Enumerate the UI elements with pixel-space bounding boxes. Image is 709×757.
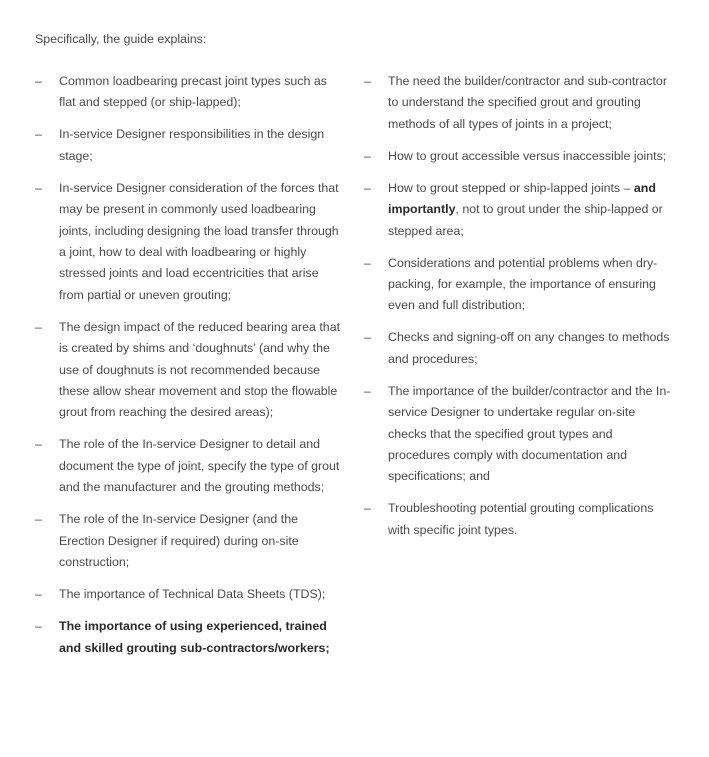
dash-bullet-icon: – — [35, 437, 42, 452]
dash-bullet-icon: – — [364, 501, 371, 516]
dash-bullet-icon: – — [364, 180, 371, 195]
dash-bullet-icon: – — [35, 127, 42, 142]
list-item-bold-text: and importantly — [388, 180, 656, 217]
right-bullet-list — [364, 71, 674, 552]
dash-bullet-icon: – — [35, 74, 42, 88]
list-item-text: The importance of the builder/contractor and the In-service Designer to undertake regular on-site checks that the specified grout types and procedures comply with documentation and specifications; and — [388, 383, 671, 484]
list-item — [364, 327, 674, 370]
dash-bullet-icon: – — [35, 180, 42, 195]
list-item-emphasized — [35, 616, 345, 659]
dash-bullet-icon: – — [364, 148, 371, 163]
list-item — [35, 178, 345, 306]
dash-bullet-icon: – — [364, 74, 371, 88]
list-item — [35, 124, 345, 167]
list-item — [364, 71, 674, 135]
list-item-text-post: , not to grout under the ship-lapped or stepped area; — [388, 202, 663, 238]
dash-bullet-icon: – — [35, 512, 42, 527]
intro-text: Specifically, the guide explains: — [35, 32, 207, 46]
list-item — [35, 434, 345, 498]
list-item-text: The role of the In-service Designer (and the Erection Designer if required) during on-site construction; — [59, 512, 299, 570]
list-item-text: The importance of Technical Data Sheets (TDS); — [59, 587, 326, 602]
dash-bullet-icon: – — [35, 587, 42, 602]
list-item — [364, 146, 674, 167]
list-item — [35, 584, 345, 605]
list-item-text-pre: How to grout stepped or ship-lapped joints – — [388, 180, 631, 195]
dash-bullet-icon: – — [364, 383, 371, 398]
dash-bullet-icon: – — [35, 619, 42, 634]
dash-bullet-icon: – — [364, 255, 371, 270]
list-item-text: The importance of using experienced, trained and skilled grouting sub-contractors/workers; — [59, 619, 330, 655]
list-item — [35, 317, 345, 424]
list-item-text: Troubleshooting potential grouting complications with specific joint types. — [388, 501, 654, 537]
list-item — [35, 509, 345, 573]
list-item — [364, 178, 674, 242]
list-item-text: In-service Designer consideration of the forces that may be present in commonly used loadbearing joints, including designing the load transfer through a joint, how to deal with loadbearing or highly stressed joints and load eccentricities that arise from partial or uneven grouting; — [59, 180, 339, 302]
list-item-text: Common loadbearing precast joint types such as flat and stepped (or ship-lapped); — [59, 74, 327, 110]
dash-bullet-icon: – — [35, 319, 42, 334]
dash-bullet-icon: – — [364, 330, 371, 345]
list-item — [364, 498, 674, 541]
list-item — [35, 71, 345, 114]
list-item — [364, 253, 674, 317]
list-item-text: In-service Designer responsibilities in the design stage; — [59, 127, 325, 163]
list-item-text — [388, 181, 663, 238]
list-item — [364, 381, 674, 488]
list-item-text: The design impact of the reduced bearing area that is created by shims and ‘doughnuts’ (and why the use of doughnuts is not recommended because these allow shear movement and stop the flowable grout from reaching the desired areas); — [59, 319, 341, 420]
list-item-text: The need the builder/contractor and sub-contractor to understand the specified grout and grouting methods of all types of joints in a project; — [388, 74, 667, 131]
left-bullet-list — [35, 71, 345, 670]
list-item-text: The role of the In-service Designer to detail and document the type of joint, specify the type of grout and the manufacturer and the grouting methods; — [59, 437, 340, 495]
list-item-text: Checks and signing-off on any changes to methods and procedures; — [388, 330, 670, 366]
list-item-text: How to grout accessible versus inaccessible joints; — [388, 148, 667, 163]
list-item-text: Considerations and potential problems when dry-packing, for example, the importance of ensuring even and full distribution; — [388, 255, 658, 313]
